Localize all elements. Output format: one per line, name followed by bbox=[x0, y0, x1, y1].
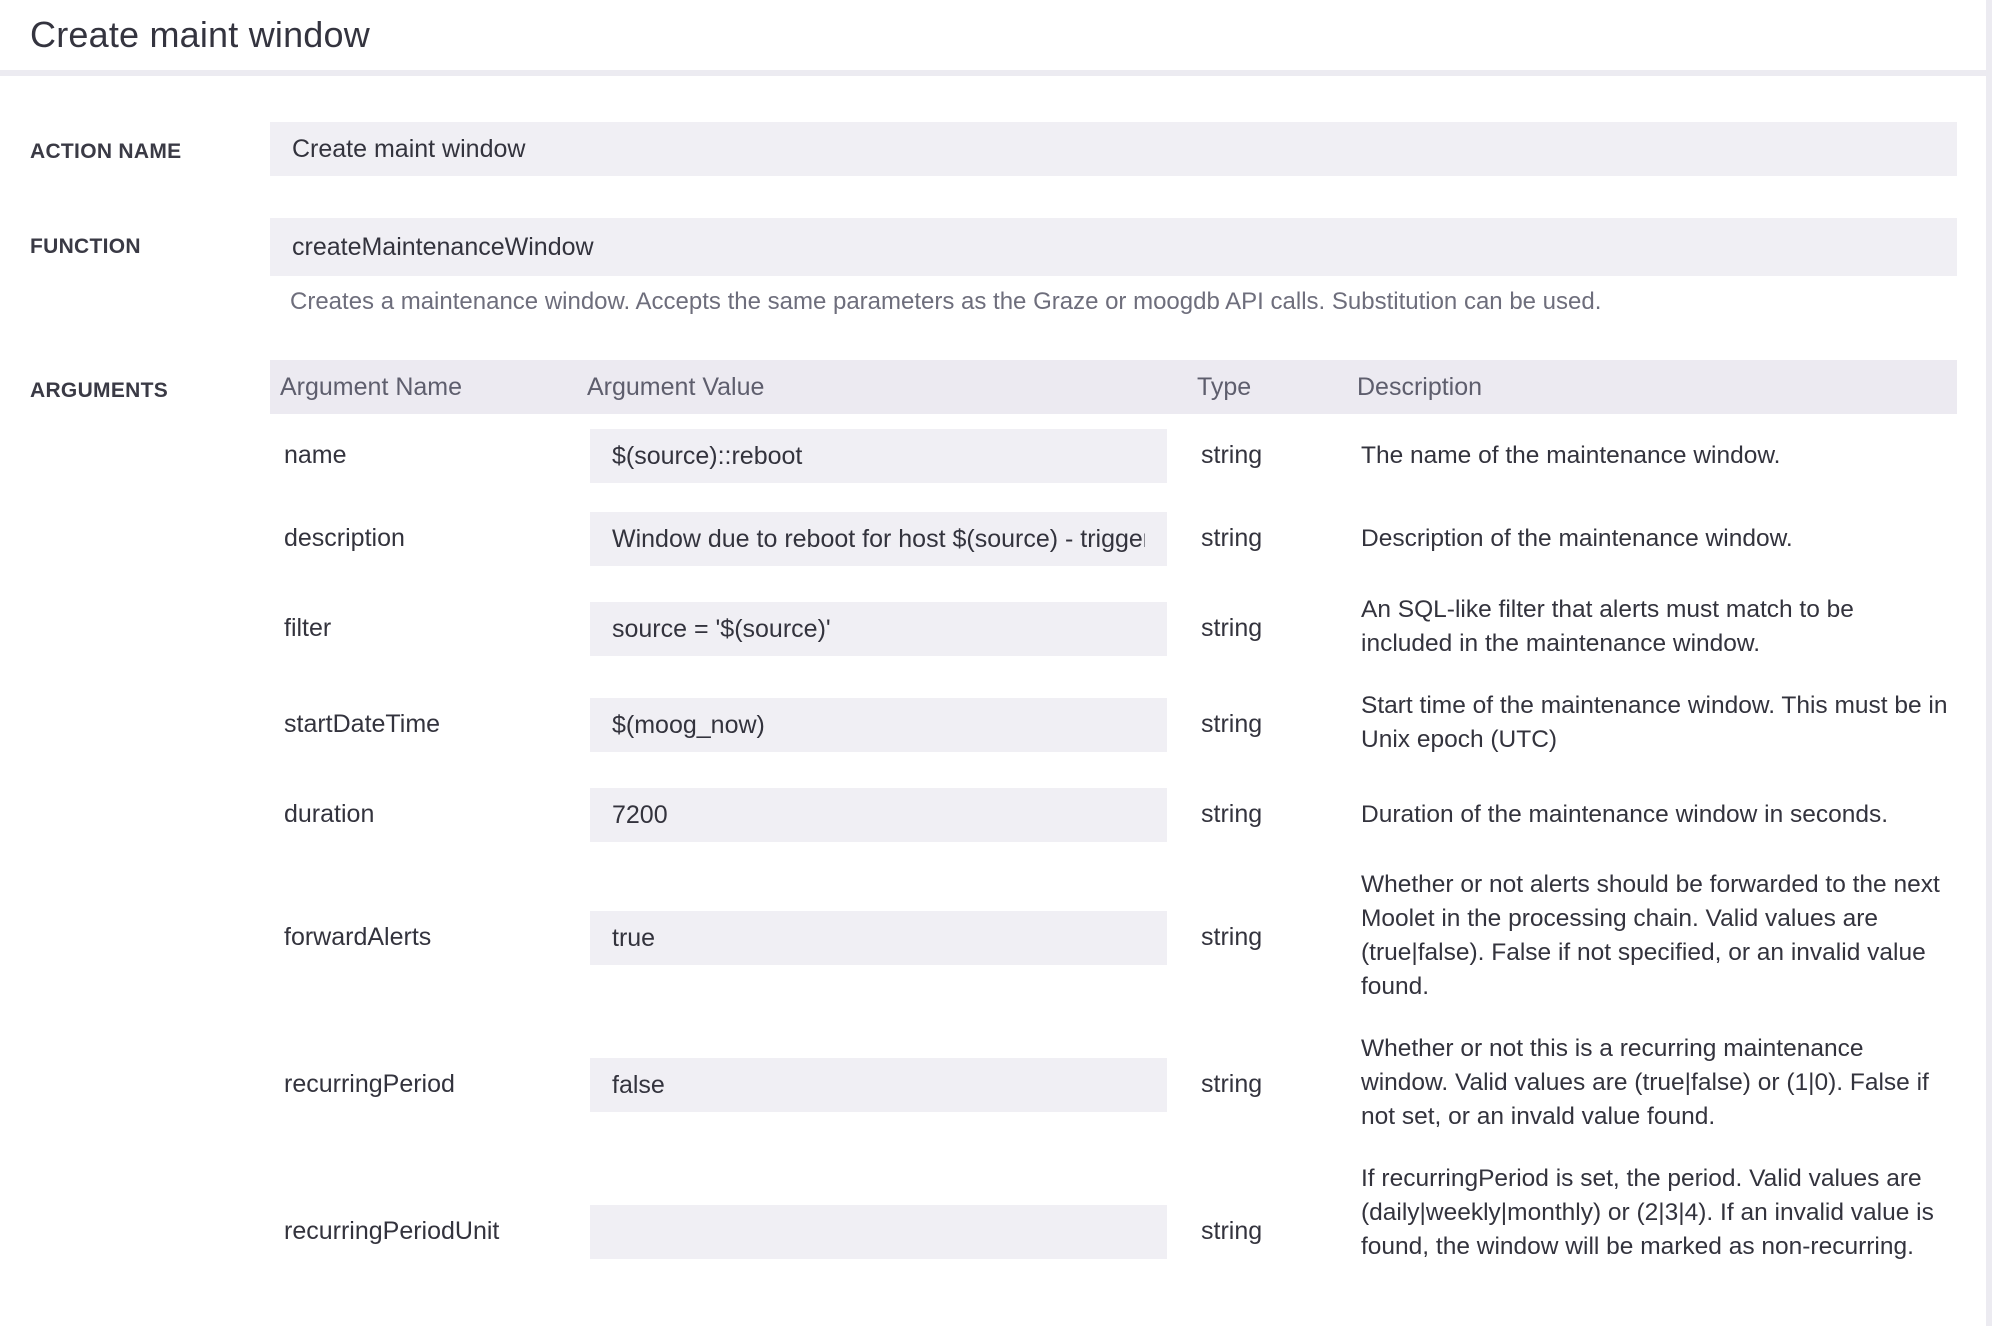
argument-value-input[interactable] bbox=[590, 602, 1167, 656]
argument-value-input[interactable] bbox=[590, 788, 1167, 842]
argument-value-input[interactable] bbox=[590, 512, 1167, 566]
argument-row-description bbox=[270, 512, 1957, 568]
column-header-type: Type bbox=[1197, 373, 1252, 401]
argument-type: string bbox=[1201, 1070, 1263, 1098]
argument-description: Description of the maintenance window. bbox=[1361, 525, 1793, 552]
argument-row-recurringperiod bbox=[270, 1035, 1957, 1130]
argument-name: name bbox=[284, 441, 347, 469]
argument-description: Whether or not alerts should be forwarded to the next Moolet in the processing chain. Valid values are (true|false). False if not specified, or an invalid value found. bbox=[1361, 871, 1940, 1000]
argument-name: filter bbox=[284, 614, 332, 642]
scrollbar[interactable] bbox=[1986, 0, 1992, 1326]
argument-type: string bbox=[1201, 923, 1263, 951]
function-input[interactable] bbox=[270, 218, 1957, 276]
arguments-label: ARGUMENTS bbox=[30, 379, 169, 402]
page-header bbox=[0, 0, 1992, 76]
argument-description: Whether or not this is a recurring maintenance window. Valid values are (true|false) or (1|0). False if not set, or an invald value found. bbox=[1361, 1035, 1929, 1130]
argument-type: string bbox=[1201, 441, 1263, 469]
argument-type: string bbox=[1201, 710, 1263, 738]
argument-type: string bbox=[1201, 524, 1263, 552]
action-name-label: ACTION NAME bbox=[30, 140, 182, 163]
function-hint: Creates a maintenance window. Accepts the same parameters as the Graze or moogdb API calls. Substitution can be used. bbox=[290, 288, 1602, 315]
page-title: Create maint window bbox=[30, 14, 370, 55]
argument-description: The name of the maintenance window. bbox=[1361, 442, 1781, 469]
argument-row-filter bbox=[270, 596, 1957, 658]
argument-row-forwardalerts bbox=[270, 871, 1957, 1000]
argument-type: string bbox=[1201, 800, 1263, 828]
action-name-input[interactable] bbox=[270, 122, 1957, 176]
argument-description: An SQL-like filter that alerts must match to be included in the maintenance window. bbox=[1361, 596, 1854, 657]
argument-value-input[interactable] bbox=[590, 911, 1167, 965]
column-header-description: Description bbox=[1357, 373, 1483, 401]
argument-name: startDateTime bbox=[284, 710, 441, 738]
argument-description: If recurringPeriod is set, the period. Valid values are (daily|weekly|monthly) or (2|3|4). If an invalid value is found, the window will be marked as non-recurring. bbox=[1361, 1165, 1934, 1260]
argument-name: recurringPeriodUnit bbox=[284, 1217, 500, 1245]
argument-row-startdatetime bbox=[270, 692, 1957, 754]
column-header-argument-value: Argument Value bbox=[587, 373, 765, 401]
argument-name: description bbox=[284, 524, 405, 552]
argument-name: recurringPeriod bbox=[284, 1070, 455, 1098]
argument-value-input[interactable] bbox=[590, 1205, 1167, 1259]
argument-row-name bbox=[270, 429, 1957, 485]
argument-row-duration bbox=[270, 788, 1957, 844]
argument-type: string bbox=[1201, 614, 1263, 642]
argument-description: Start time of the maintenance window. This must be in Unix epoch (UTC) bbox=[1361, 692, 1948, 753]
arguments-table-header bbox=[270, 360, 1957, 414]
argument-name: duration bbox=[284, 800, 375, 828]
argument-type: string bbox=[1201, 1217, 1263, 1245]
argument-name: forwardAlerts bbox=[284, 923, 432, 951]
column-header-argument-name: Argument Name bbox=[280, 373, 463, 401]
function-label: FUNCTION bbox=[30, 235, 141, 258]
argument-row-recurringperiodunit bbox=[270, 1165, 1957, 1261]
argument-value-input[interactable] bbox=[590, 698, 1167, 752]
argument-value-input[interactable] bbox=[590, 429, 1167, 483]
argument-value-input[interactable] bbox=[590, 1058, 1167, 1112]
argument-description: Duration of the maintenance window in seconds. bbox=[1361, 801, 1889, 828]
